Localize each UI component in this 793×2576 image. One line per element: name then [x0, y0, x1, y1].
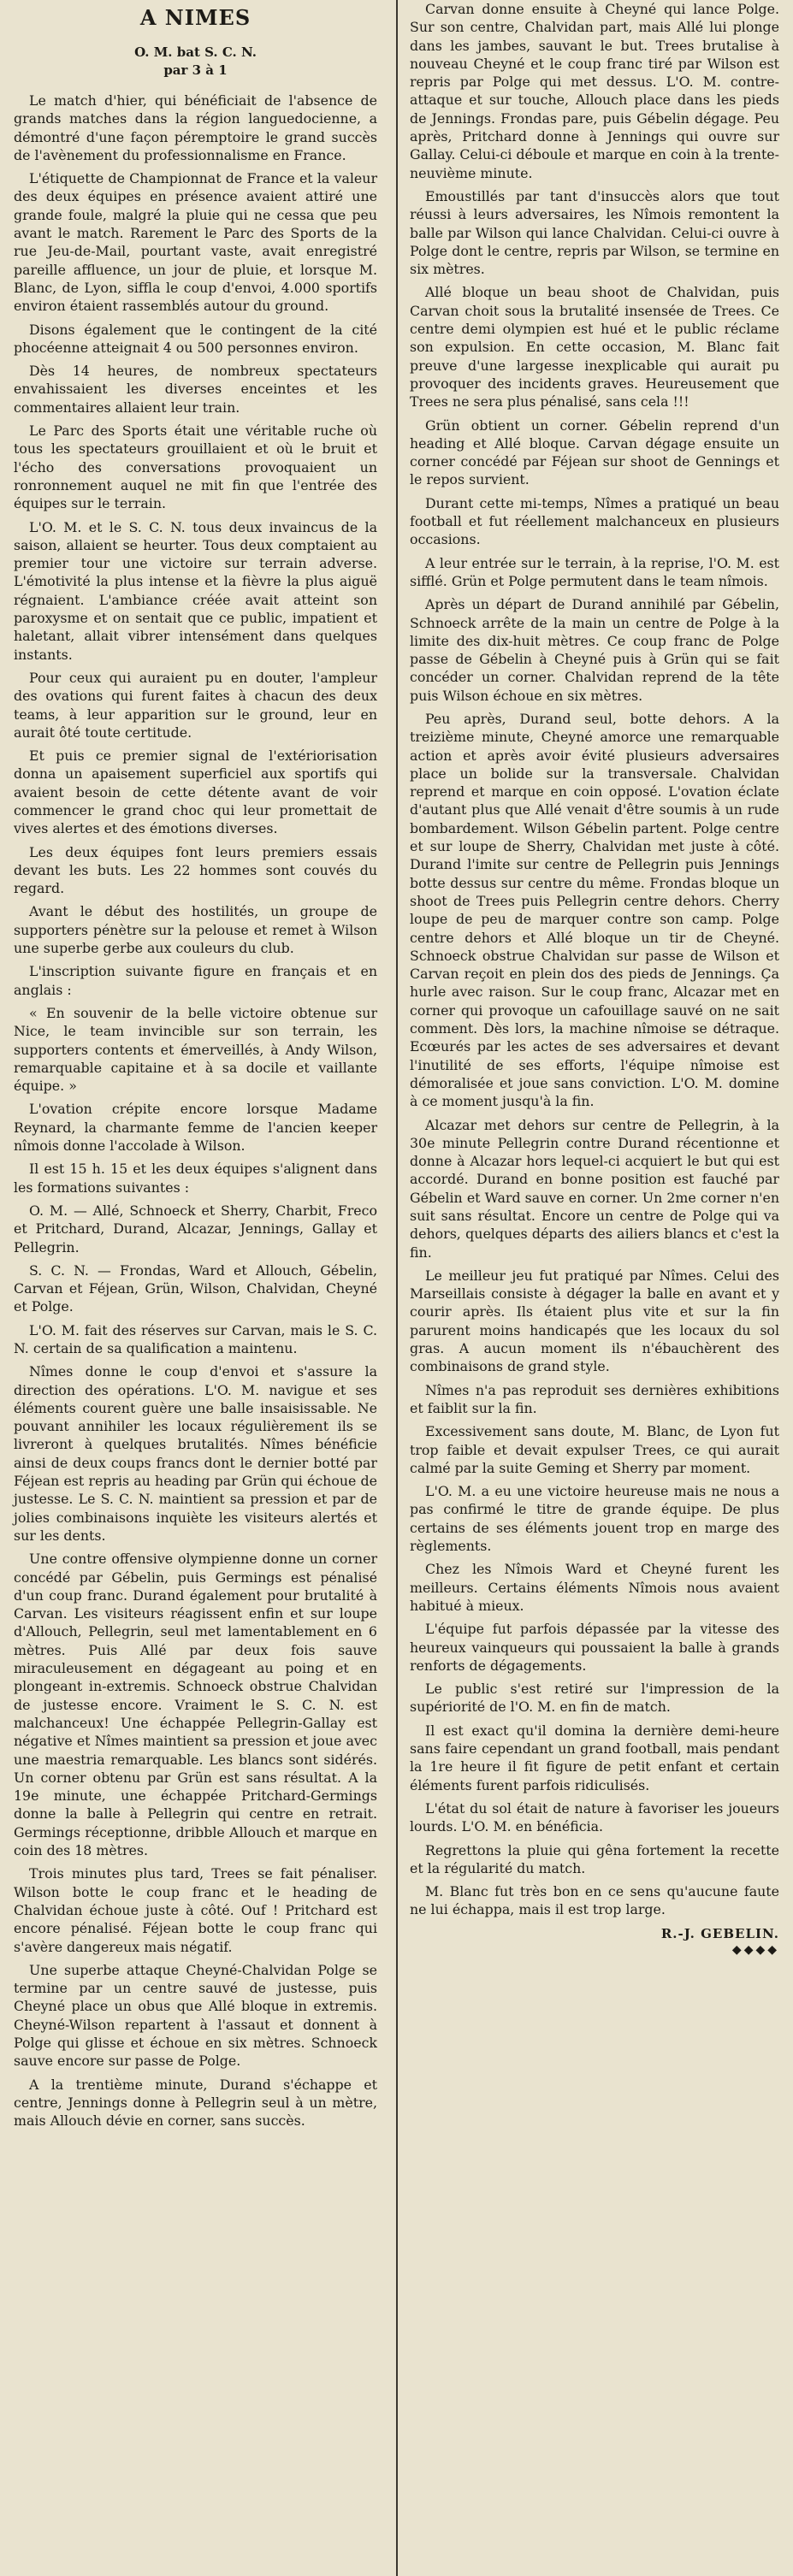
article-paragraph: Le Parc des Sports était une véritable ruche où tous les spectateurs grouillaient et où le bruit et l'écho des conversations provoquaient un ronronnement auquel ne mit fin que l'entrée des équipes sur le terrain. — [14, 422, 377, 512]
article-paragraph: Après un départ de Durand annihilé par Gébelin, Schnoeck arrête de la main un centre de Polge à la limite des dix-huit mètres. Ce coup franc de Polge passe de Gébelin à Cheyné puis à Grün qui se fait concéder un corner. Chalvidan reprend de la tête puis Wilson échoue en six mètres. — [410, 596, 779, 704]
article-paragraph: A la trentième minute, Durand s'échappe et centre, Jennings donne à Pellegrin seul à un mètre, mais Allouch dévie en corner, sans succès. — [14, 2076, 377, 2130]
article-paragraph: Le public s'est retiré sur l'impression de la supériorité de l'O. M. en fin de match. — [410, 1681, 779, 1716]
right-column — [410, 0, 779, 1957]
article-paragraph: L'O. M. et le S. C. N. tous deux invaincus de la saison, allaient se heurter. Tous deux comptaient au premier tour une victoire sur terrain adverse. L'émotivité la plus intense et la fièvre la plus aiguë régnaient. L'ambiance créée avait atteint son paroxysme et on sentait que ce public, impatient et haletant, allait vibrer intensément dans quelques instants. — [14, 518, 377, 663]
article-paragraph: Dès 14 heures, de nombreux spectateurs envahissaient les diverses enceintes et les commentaires allaient leur train. — [14, 363, 377, 416]
article-paragraph: Il est 15 h. 15 et les deux équipes s'alignent dans les formations suivantes : — [14, 1161, 377, 1196]
article-paragraph: Emoustillés par tant d'insuccès alors que tout réussi à leurs adversaires, les Nîmois remontent la balle par Wilson qui lance Chalvidan. Celui-ci ouvre à Polge dont le centre, repris par Wilson, se termine en six mètres. — [410, 187, 779, 278]
article-paragraph: Pour ceux qui auraient pu en douter, l'ampleur des ovations qui furent faites à chacun des deux teams, à leur apparition sur le ground, leur en aurait ôté toute certitude. — [14, 669, 377, 741]
article-signature: R.-J. GEBELIN. — [660, 1925, 779, 1941]
article-paragraph: Nîmes n'a pas reproduit ses dernières exhibitions et faiblit sur la fin. — [410, 1381, 779, 1416]
article-paragraph: Trois minutes plus tard, Trees se fait pénaliser. Wilson botte le coup franc et le heading de Chalvidan échoue juste à côté. Ouf ! Pritchard est encore pénalisé. Féjean botte le coup franc qui s'avère dangereux mais négatif. — [14, 1865, 377, 1955]
article-paragraph: Le match d'hier, qui bénéficiait de l'absence de grands matches dans la région languedocienne, a démontré d'une façon péremptoire le grand succès de l'avènement du professionnalisme en France. — [14, 92, 377, 163]
article-paragraph: L'O. M. fait des réserves sur Carvan, mais le S. C. N. certain de sa qualification a maintenu. — [14, 1321, 377, 1356]
article-paragraph: Alcazar met dehors sur centre de Pellegrin, à la 30e minute Pellegrin contre Durand récentionne et donne à Alcazar hors lequel-ci acquiert le but qui est accordé. Durand en bonne position est fauché par Gébelin et Ward sauve en corner. Un 2me corner n'en suit sans résultat. Encore un centre de Polge qui va dehors, quelques départs des ailiers blancs et c'est la fin. — [410, 1116, 779, 1261]
article-paragraph: L'étiquette de Championnat de France et la valeur des deux équipes en présence avaient attiré une grande foule, malgré la pluie qui ne cessa que peu avant le match. Rarement le Parc des Sports de la rue Jeu-de-Mail, pourtant vaste, avait enregistré pareille affluence, un jour de pluie, et lorsque M. Blanc, de Lyon, siffla le coup d'envoi, 4.000 sportifs environ étaient rassemblés autour du ground. — [14, 170, 377, 315]
right-column-body — [410, 0, 779, 1919]
article-paragraph: Et puis ce premier signal de l'extériorisation donna un apaisement superficiel aux sportifs qui avaient besoin de cette détente avant de voir commencer le grand choc qui leur promettait de vives alertes et des émotions diverses. — [14, 747, 377, 837]
article-paragraph: Une superbe attaque Cheyné-Chalvidan Polge se termine par un centre sauvé de justesse, puis Cheyné place un obus que Allé bloque in extremis. Cheyné-Wilson repartent à l'assaut et donnent à Polge qui glisse et échoue en six mètres. Schnoeck sauve encore sur passe de Polge. — [14, 1961, 377, 2070]
article-title: A NIMES — [139, 5, 252, 30]
article-paragraph: Carvan donne ensuite à Cheyné qui lance Polge. Sur son centre, Chalvidan part, mais Allé lui plonge dans les jambes, sauvant le but. Trees brutalise à nouveau Cheyné et le coup franc tiré par Wilson est repris par Polge qui met dessus. L'O. M. contre-attaque et sur touche, Allouch place dans les pieds de Jennings. Frondas pare, puis Gébelin dégage. Peu après, Pritchard donne à Jennings qui ouvre sur Gallay. Celui-ci déboule et marque en coin à la trente-neuvième minute. — [410, 1, 779, 181]
score-value: par 3 à 1 — [163, 62, 228, 78]
article-paragraph: Regrettons la pluie qui gêna fortement la recette et la régularité du match. — [410, 1841, 779, 1876]
article-paragraph: L'inscription suivante figure en français et en anglais : — [14, 963, 377, 998]
article-paragraph: Peu après, Durand seul, botte dehors. A la treizième minute, Cheyné amorce une remarquable action et après avoir évité plusieurs adversaires place un bolide sur la transversale. Chalvidan reprend et marque en coin opposé. L'ovation éclate d'autant plus que Allé venait d'être soumis à un rude bombardement. Wilson Gébelin partent. Polge centre et sur loupe de Sherry, Chalvidan met juste à côté. Durand l'imite sur centre de Pellegrin puis Jennings botte dessus sur centre du même. Frondas bloque un shoot de Trees puis Pellegrin centre dehors. Cherry loupe de peu de marquer contre son camp. Polge centre dehors et Allé bloque un tir de Cheyné. Schnoeck obstrue Chalvidan sur passe de Wilson et Carvan reçoit en plein dos des pieds de Jennings. Ça hurle avec raison. Sur le coup franc, Alcazar met en corner qui provoque un cafouillage sauvé on ne sait comment. Dès lors, la machine nîmoise se détraque. Ecœurés par les actes de ses adversaires et devant l'inutilité de ses efforts, l'équipe nîmoise est démoralisée et joue sans conviction. L'O. M. domine à ce moment jusqu'à la fin. — [410, 710, 779, 1110]
article-paragraph: Grün obtient un corner. Gébelin reprend d'un heading et Allé bloque. Carvan dégage ensuite un corner concédé par Féjean sur shoot de Gennings et le repos survient. — [410, 417, 779, 488]
article-paragraph: L'état du sol était de nature à favoriser les joueurs lourds. L'O. M. en bénéficia. — [410, 1799, 779, 1835]
article-paragraph: Excessivement sans doute, M. Blanc, de Lyon fut trop faible et devait expulser Trees, ce qui aurait calmé par la suite Geming et Sherry par moment. — [410, 1423, 779, 1476]
article-paragraph: S. C. N. — Frondas, Ward et Allouch, Gébelin, Carvan et Féjean, Grün, Wilson, Chalvidan, Cheyné et Polge. — [14, 1261, 377, 1315]
article-paragraph: Les deux équipes font leurs premiers essais devant les buts. Les 22 hommes sont couvés du regard. — [14, 843, 377, 897]
article-paragraph: Durant cette mi-temps, Nîmes a pratiqué un beau football et fut réellement malchanceux en plusieurs occasions. — [410, 494, 779, 548]
article-paragraph: Le meilleur jeu fut pratiqué par Nîmes. Celui des Marseillais consiste à dégager la balle en avant et y courir après. Ils étaient plus vite et sur la fin parurent moins handicapés que les locaux du sol gras. A aucun moment ils n'ébauchèrent des combinaisons de grand style. — [410, 1267, 779, 1375]
article-paragraph: « En souvenir de la belle victoire obtenue sur Nice, le team invincible sur son terrain, les supporters contents et émerveillés, à Andy Wilson, remarquable capitaine et à sa docile et vaillante équipe. » — [14, 1004, 377, 1095]
article-paragraph: Disons également que le contingent de la cité phocéenne atteignait 4 ou 500 personnes environ. — [14, 321, 377, 356]
score-heading — [14, 44, 377, 80]
article-paragraph: Nîmes donne le coup d'envoi et s'assure la direction des opérations. L'O. M. navigue et ses éléments courent guère une balle insaisissable. Ne pouvant annihiler les locaux régulièrement ils se livreront à quelques brutalités. Nîmes bénéficie ainsi de deux coups francs dont le dernier botté par Féjean est repris au heading par Grün qui échoue de justesse. Le S. C. N. maintient sa pression et par de jolies combinaisons inquiète les visiteurs alertés et sur les dents. — [14, 1363, 377, 1544]
end-separator: ◆◆◆◆ — [731, 1942, 779, 1957]
article-paragraph: Il est exact qu'il domina la dernière demi-heure sans faire cependant un grand football, mais pendant la 1re heure il fit figure de petit enfant et certain éléments furent parfois ridiculisés. — [410, 1722, 779, 1793]
article-paragraph: Avant le début des hostilités, un groupe de supporters pénètre sur la pelouse et remet à Wilson une superbe gerbe aux couleurs du club. — [14, 903, 377, 957]
article-paragraph: O. M. — Allé, Schnoeck et Sherry, Charbit, Freco et Pritchard, Durand, Alcazar, Jennings, Gallay et Pellegrin. — [14, 1202, 377, 1256]
column-divider — [396, 0, 398, 2576]
left-column — [14, 0, 377, 2135]
article-paragraph: M. Blanc fut très bon en ce sens qu'aucune faute ne lui échappa, mais il est trop large. — [410, 1883, 779, 1918]
article-paragraph: Une contre offensive olympienne donne un corner concédé par Gébelin, puis Germings est pénalisé d'un coup franc. Durand également pour brutalité à Carvan. Les visiteurs réagissent enfin et sur loupe d'Allouch, Pellegrin, seul met lamentablement en 6 mètres. Puis Allé par deux fois sauve miraculeusement en dégageant au poing et en plongeant in-extremis. Schnoeck obstrue Chalvidan de justesse encore. Vraiment le S. C. N. est malchanceux! Une échappée Pellegrin-Gallay est négative et Nîmes maintient sa pression et joue avec une maestria remarquable. Les blancs sont sidérés. Un corner obtenu par Grün est sans résultat. A la 19e minute, une échappée Pritchard-Germings donne la balle à Pellegrin qui centre en retrait. Germings réceptionne, dribble Allouch et marque en coin des 18 mètres. — [14, 1551, 377, 1859]
article-paragraph: Chez les Nîmois Ward et Cheyné furent les meilleurs. Certains éléments Nîmois nous avaient habitué à mieux. — [410, 1561, 779, 1614]
article-paragraph: L'O. M. a eu une victoire heureuse mais ne nous a pas confirmé le titre de grande équipe. De plus certains de ses éléments jouent trop en marge des règlements. — [410, 1483, 779, 1555]
article-paragraph: L'équipe fut parfois dépassée par la vitesse des heureux vainqueurs qui poussaient la balle à grands renforts de dégagements. — [410, 1621, 779, 1674]
score-line: O. M. bat S. C. N. — [134, 44, 257, 60]
left-column-body — [14, 92, 377, 2130]
article-paragraph: Allé bloque un beau shoot de Chalvidan, puis Carvan choit sous la brutalité insensée de Trees. Ce centre demi olympien est hué et le public réclame son expulsion. En cette occasion, M. Blanc fait preuve d'une largesse inexplicable qui aurait pu provoquer des incidents graves. Heureusement que Trees ne sera plus pénalisé, sans cela !!! — [410, 284, 779, 411]
article-paragraph: A leur entrée sur le terrain, à la reprise, l'O. M. est sifflé. Grün et Polge permutent dans le team nîmois. — [410, 554, 779, 589]
article-paragraph: L'ovation crépite encore lorsque Madame Reynard, la charmante femme de l'ancien keeper nîmois donne l'accolade à Wilson. — [14, 1101, 377, 1155]
